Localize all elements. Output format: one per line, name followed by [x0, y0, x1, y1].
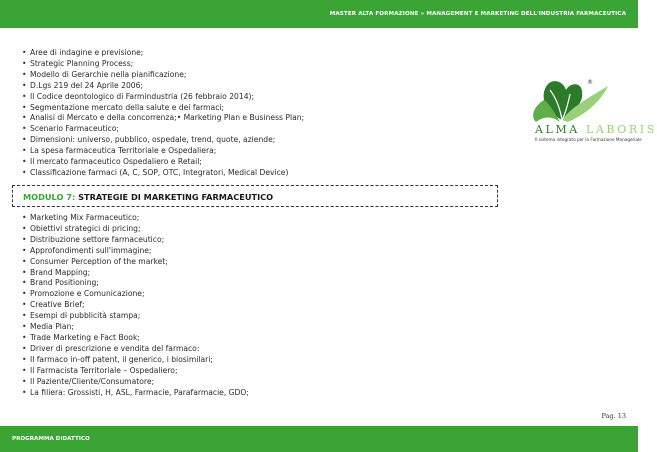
logo-hands-icon [533, 81, 608, 122]
list-item [22, 146, 304, 157]
list-item-text: Distribuzione settore farmaceutico; [30, 234, 165, 244]
bullet-icon: • [22, 322, 27, 332]
list-item-text: Media Plan; [30, 322, 74, 332]
logo-registered-mark: ® [587, 79, 593, 86]
list-item-text: Strategic Planning Process; [30, 58, 134, 68]
bullet-icon: • [22, 354, 27, 364]
module-number: MODULO 7: [23, 192, 76, 202]
bullet-icon: • [22, 365, 27, 375]
list-item-text: Modello di Gerarchie nella pianificazione; [30, 69, 187, 79]
list-item-text: Segmentazione mercato della salute e dei farmaci; [30, 102, 225, 112]
bullet-icon: • [22, 343, 27, 353]
list-item-text: Approfondimenti sull'immagine; [30, 245, 152, 255]
list-item [22, 289, 249, 300]
logo-tagline: Il sistema integrato per la Formazione Manageriale [535, 137, 642, 142]
list-item-text: Classificazione farmaci (A, C, SOP, OTC, Integratori, Medical Device) [30, 167, 289, 177]
list-item [22, 168, 304, 179]
footer-label: PROGRAMMA DIDATTICO [12, 436, 90, 442]
bullet-icon: • [22, 135, 27, 145]
list-item [22, 135, 304, 146]
bullet-icon: • [22, 213, 27, 222]
page-number: Pag. 13 [601, 412, 626, 420]
list-item [22, 300, 249, 311]
header-title: MASTER ALTA FORMAZIONE » MANAGEMENT E MARKETING DELL'INDUSTRIA FARMACEUTICA [329, 11, 626, 17]
bullet-icon: • [22, 48, 27, 57]
bullet-icon: • [22, 245, 27, 255]
list-item-text: Obiettivi strategici di pricing; [30, 223, 141, 233]
bullet-icon: • [22, 124, 27, 134]
bullet-icon: • [22, 332, 27, 342]
list-item [22, 257, 249, 268]
bullet-icon: • [22, 69, 27, 79]
list-item-text: Il Paziente/Cliente/Consumatore; [30, 376, 155, 386]
logo-wordmark-alma: ALMA [535, 123, 580, 136]
list-item [22, 366, 249, 377]
list-item [22, 278, 249, 289]
list-item-text: La filiera: Grossisti, H, ASL, Farmacie, Parafarmacie, GDO; [30, 387, 249, 397]
bullet-icon: • [22, 167, 27, 177]
list-item [22, 113, 304, 124]
list-item [22, 124, 304, 135]
list-item [22, 355, 249, 366]
bullet-icon: • [22, 146, 27, 156]
bullet-icon: • [22, 91, 27, 101]
list-item-text: Aree di indagine e previsione; [30, 48, 144, 57]
footer-bar [0, 426, 638, 452]
list-item [22, 377, 249, 388]
list-item-text: Brand Mapping; [30, 267, 91, 277]
bullet-icon: • [22, 376, 27, 386]
list-item-text: D.Lgs 219 del 24 Aprile 2006; [30, 80, 144, 90]
list-item-text: Brand Positioning; [30, 278, 99, 288]
list-item-text: Marketing Mix Farmaceutico; [30, 213, 140, 222]
bullet-icon: • [22, 234, 27, 244]
list-item-text: Trade Marketing e Fact Book; [30, 332, 140, 342]
bullet-icon: • [22, 311, 27, 321]
module-6-topics-list [22, 48, 304, 179]
module-heading [23, 192, 273, 202]
list-item-text: Esempi di pubblicità stampa; [30, 311, 141, 321]
list-item [22, 48, 304, 59]
list-item-text: Il Farmacista Territoriale – Ospedaliero; [30, 365, 178, 375]
bullet-icon: • [22, 113, 27, 123]
list-item [22, 268, 249, 279]
list-item [22, 224, 249, 235]
list-item-text: Il mercato farmaceutico Ospedaliero e Retail; [30, 157, 202, 167]
list-item [22, 322, 249, 333]
list-item [22, 246, 249, 257]
list-item [22, 81, 304, 92]
bullet-icon: • [22, 80, 27, 90]
bullet-icon: • [22, 300, 27, 310]
module-7-topics-list [22, 213, 249, 398]
module-heading-box [12, 185, 498, 207]
list-item-text: Il Codice deontologico di Farmindustria (26 febbraio 2014); [30, 91, 255, 101]
list-item-text: Consumer Perception of the market; [30, 256, 168, 266]
logo-wordmark-laboris: LABORIS [585, 123, 657, 136]
bullet-icon: • [22, 256, 27, 266]
list-item [22, 311, 249, 322]
list-item-text: Creative Brief; [30, 300, 85, 310]
bullet-icon: • [22, 223, 27, 233]
bullet-icon: • [22, 157, 27, 167]
list-item-text: Driver di prescrizione e vendita del farmaco: [30, 343, 200, 353]
list-item [22, 388, 249, 399]
list-item-text: La spesa farmaceutica Territoriale e Ospedaliera; [30, 146, 217, 156]
bullet-icon: • [22, 102, 27, 112]
bullet-icon: • [22, 58, 27, 68]
list-item [22, 333, 249, 344]
bullet-icon: • [22, 267, 27, 277]
list-item [22, 92, 304, 103]
list-item [22, 70, 304, 81]
list-item [22, 213, 249, 224]
bullet-icon: • [22, 278, 27, 288]
list-item-text: Scenario Farmaceutico; [30, 124, 119, 134]
list-item-text: Promozione e Comunicazione; [30, 289, 145, 299]
list-item [22, 59, 304, 70]
list-item [22, 103, 304, 114]
list-item-text: Analisi di Mercato e della concorrenza;• Marketing Plan e Business Plan; [30, 113, 305, 123]
module-title: STRATEGIE DI MARKETING FARMACEUTICO [75, 192, 274, 202]
list-item-text: Il farmaco in-off patent, il generico, i biosimilari; [30, 354, 213, 364]
bullet-icon: • [22, 387, 27, 397]
list-item [22, 235, 249, 246]
header-bar [0, 0, 638, 28]
list-item [22, 344, 249, 355]
list-item-text: Dimensioni: universo, pubblico, ospedale, trend, quote, aziende; [30, 135, 276, 145]
list-item [22, 157, 304, 168]
bullet-icon: • [22, 289, 27, 299]
logo-wordmark [535, 123, 657, 136]
